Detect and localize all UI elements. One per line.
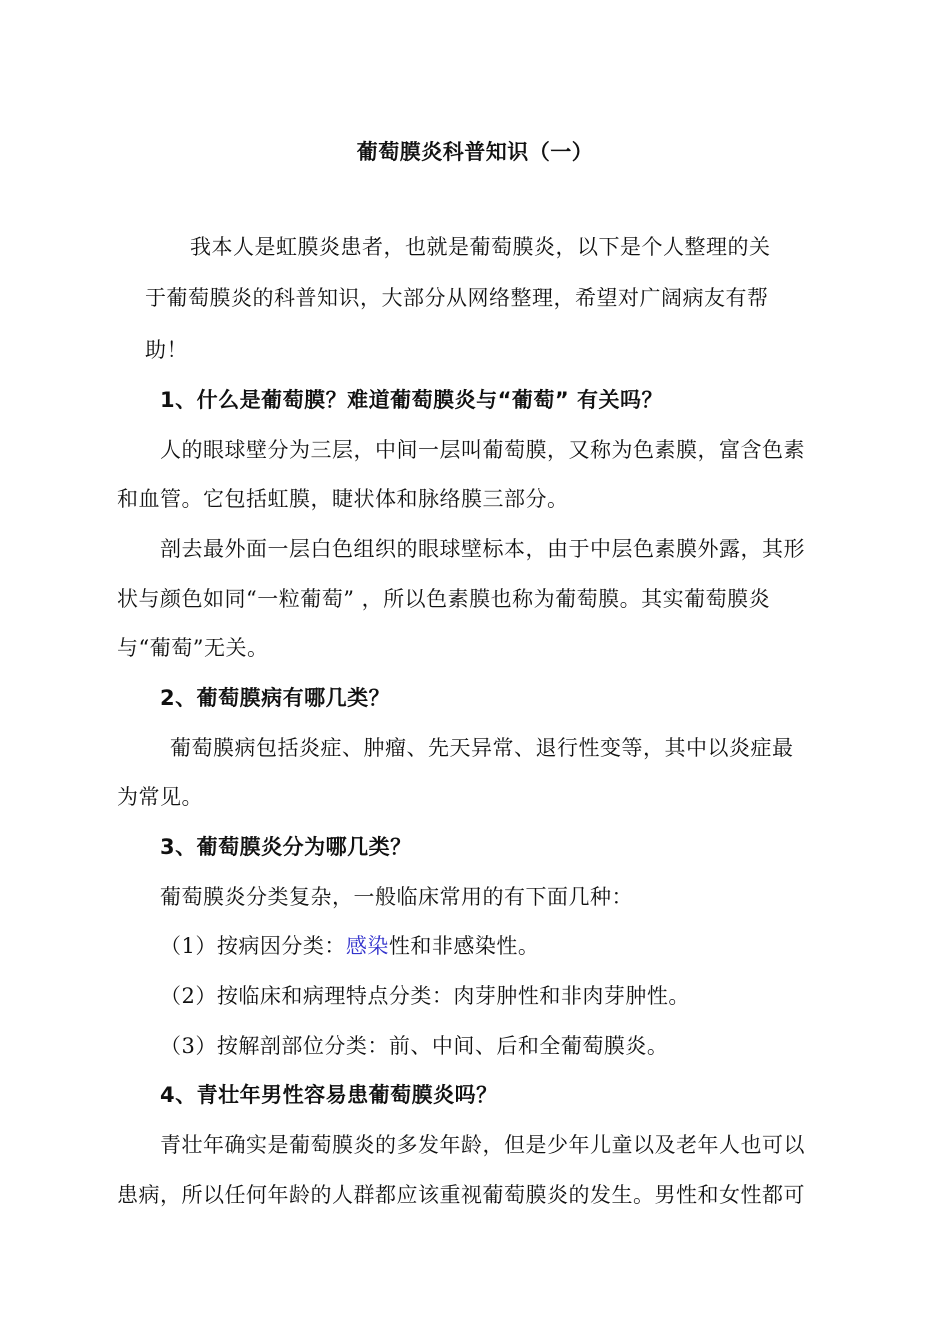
section-4-line-2: 患病，所以任何年龄的人群都应该重视葡萄膜炎的发生。男性和女性都可 (117, 1183, 805, 1207)
infection-link[interactable]: 感染 (345, 934, 389, 958)
list-item-1 (160, 931, 539, 961)
intro-line-3: 助！ (145, 338, 188, 362)
section-1-line-5: 与“葡萄”无关。 (117, 636, 269, 660)
list-item-1-prefix: （1）按病因分类： (160, 934, 346, 958)
section-1-line-4: 状与颜色如同“一粒葡萄” ，所以色素膜也称为葡萄膜。其实葡萄膜炎 (117, 587, 771, 611)
section-4-line-1: 青壮年确实是葡萄膜炎的多发年龄，但是少年儿童以及老年人也可以 (160, 1133, 805, 1157)
list-item-1-suffix: 性和非感染性。 (388, 934, 540, 958)
list-item-3: （3）按解剖部位分类：前、中间、后和全葡萄膜炎。 (160, 1034, 669, 1058)
intro-line-2: 于葡萄膜炎的科普知识，大部分从网络整理，希望对广阔病友有帮 (145, 286, 769, 310)
page-title: 葡萄膜炎科普知识（一） (356, 140, 594, 164)
list-item-2: （2）按临床和病理特点分类：肉芽肿性和非肉芽肿性。 (160, 984, 690, 1008)
section-heading-2: 2、葡萄膜病有哪几类？ (160, 686, 391, 710)
section-3-line-1: 葡萄膜炎分类复杂，一般临床常用的有下面几种： (160, 885, 633, 909)
section-1-line-1: 人的眼球壁分为三层，中间一层叫葡萄膜，又称为色素膜，富含色素 (160, 438, 805, 462)
section-2-line-2: 为常见。 (117, 785, 203, 809)
section-heading-3: 3、葡萄膜炎分为哪几类？ (160, 835, 412, 859)
section-heading-4: 4、青壮年男性容易患葡萄膜炎吗？ (160, 1083, 498, 1107)
section-1-line-2: 和血管。它包括虹膜，睫状体和脉络膜三部分。 (117, 487, 569, 511)
section-1-line-3: 剖去最外面一层白色组织的眼球壁标本，由于中层色素膜外露，其形 (160, 537, 805, 561)
section-heading-1: 1、什么是葡萄膜？难道葡萄膜炎与“葡萄” 有关吗？ (160, 388, 664, 412)
section-2-line-1: 葡萄膜病包括炎症、肿瘤、先天异常、退行性变等，其中以炎症最 (170, 736, 794, 760)
intro-line-1: 我本人是虹膜炎患者，也就是葡萄膜炎，以下是个人整理的关 (190, 235, 771, 259)
